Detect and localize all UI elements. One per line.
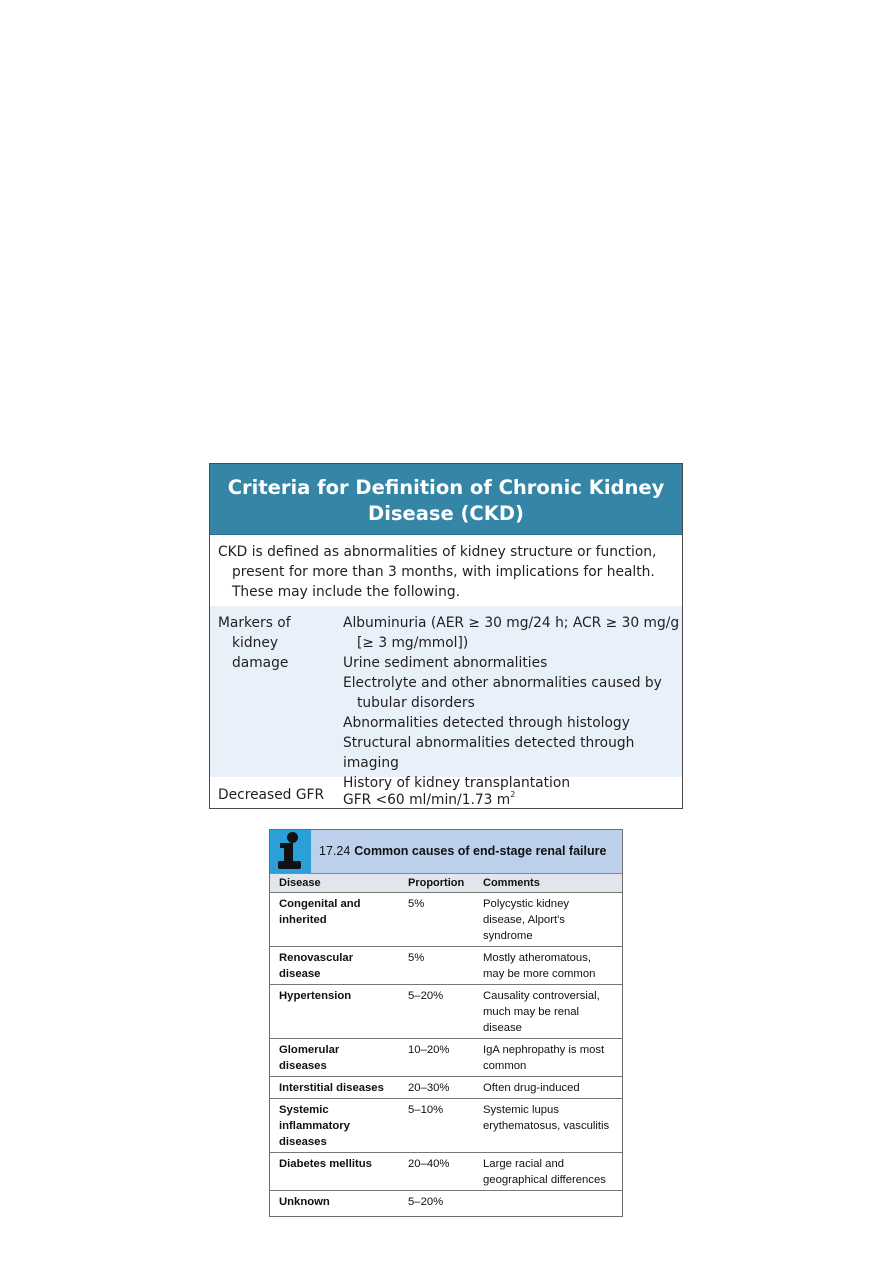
proportion-cell: [399, 1099, 474, 1153]
comments-cell-line: Polycystic kidney: [483, 898, 570, 910]
column-header-proportion: Proportion: [399, 874, 474, 893]
ckd-markers-section: [210, 606, 682, 791]
disease-cell-line: Glomerular: [279, 1044, 340, 1056]
comments-cell-line: Large racial and: [483, 1158, 565, 1170]
disease-cell: [270, 1153, 399, 1191]
comments-cell-line: Causality controversial,: [483, 990, 600, 1002]
disease-cell-line: Unknown: [279, 1196, 330, 1208]
table-row: [270, 947, 622, 985]
disease-cell-line: Interstitial diseases: [279, 1082, 384, 1094]
comments-cell-line: may be more common: [483, 968, 596, 980]
table-row: [270, 1039, 622, 1077]
gfr-superscript: 2: [510, 790, 516, 799]
ckd-intro-line-2: present for more than 3 months, with implications for health.: [232, 564, 655, 580]
proportion-cell-line: 5%: [408, 952, 425, 964]
comments-cell-line: disease: [483, 1022, 522, 1034]
comments-cell-line: erythematosus, vasculitis: [483, 1120, 610, 1132]
marker-item: Structural abnormalities detected through imaging: [343, 735, 635, 771]
disease-cell-line: Renovascular: [279, 952, 354, 964]
comments-cell-line: much may be renal: [483, 1006, 580, 1018]
disease-cell-line: diseases: [279, 1060, 327, 1072]
marker-item: Abnormalities detected through histology: [343, 715, 630, 731]
markers-label-line: kidney: [232, 635, 278, 651]
marker-item: Electrolyte and other abnormalities caused by: [343, 675, 662, 691]
disease-cell: [270, 1077, 399, 1099]
box-number: 17.24: [319, 844, 351, 858]
markers-list: [343, 613, 682, 793]
esrf-table: [270, 874, 622, 1212]
comments-cell-line: Often drug-induced: [483, 1082, 580, 1094]
proportion-cell: [399, 1039, 474, 1077]
marker-item: History of kidney transplantation: [343, 775, 571, 791]
ckd-intro-line-1: CKD is defined as abnormalities of kidney structure or function,: [218, 544, 657, 560]
marker-item: Albuminuria (AER ≥ 30 mg/24 h; ACR ≥ 30 mg/g: [343, 615, 680, 631]
esrf-title: [319, 844, 606, 858]
disease-cell: [270, 1099, 399, 1153]
proportion-cell-line: 20–30%: [408, 1082, 450, 1094]
proportion-cell-line: 20–40%: [408, 1158, 450, 1170]
disease-cell: [270, 893, 399, 947]
column-header-comments: Comments: [474, 874, 622, 893]
table-row: [270, 1191, 622, 1213]
disease-cell: [270, 1039, 399, 1077]
esrf-title-bar: [270, 830, 622, 874]
proportion-cell-line: 5–20%: [408, 990, 444, 1002]
table-header-row: [270, 874, 622, 893]
proportion-cell: [399, 1153, 474, 1191]
comments-cell: [474, 1099, 622, 1153]
comments-cell-line: IgA nephropathy is most: [483, 1044, 605, 1056]
disease-cell-line: inherited: [279, 914, 327, 926]
markers-label-line: damage: [232, 655, 289, 671]
table-row: [270, 1153, 622, 1191]
proportion-cell: [399, 893, 474, 947]
comments-cell-line: syndrome: [483, 930, 533, 942]
comments-cell: [474, 1191, 622, 1213]
disease-cell-line: diseases: [279, 1136, 327, 1148]
comments-cell-line: Mostly atheromatous,: [483, 952, 591, 964]
markers-label-line: Markers of: [218, 615, 291, 631]
disease-cell-line: Congenital and: [279, 898, 361, 910]
comments-cell-line: common: [483, 1060, 527, 1072]
proportion-cell: [399, 947, 474, 985]
column-header-disease: Disease: [270, 874, 399, 893]
esrf-causes-box: [269, 829, 623, 1217]
ckd-intro-line-3: These may include the following.: [232, 584, 460, 600]
marker-item-continued: [≥ 3 mg/mmol]): [357, 635, 469, 651]
info-icon: [270, 830, 311, 873]
disease-cell-line: Systemic: [279, 1104, 329, 1116]
proportion-cell-line: 5%: [408, 898, 425, 910]
proportion-cell: [399, 985, 474, 1039]
markers-label: [218, 613, 291, 673]
proportion-cell: [399, 1191, 474, 1213]
ckd-intro: [210, 535, 682, 606]
comments-cell-line: geographical differences: [483, 1174, 606, 1186]
table-row: [270, 893, 622, 947]
ckd-box-header: [210, 464, 682, 535]
ckd-criteria-box: [209, 463, 683, 809]
disease-cell-line: Hypertension: [279, 990, 352, 1002]
gfr-label: Decreased GFR: [218, 787, 325, 803]
comments-cell: [474, 1039, 622, 1077]
comments-cell-line: Systemic lupus: [483, 1104, 559, 1116]
comments-cell: [474, 893, 622, 947]
proportion-cell-line: 5–10%: [408, 1104, 444, 1116]
disease-cell-line: inflammatory: [279, 1120, 350, 1132]
disease-cell: [270, 985, 399, 1039]
proportion-cell: [399, 1077, 474, 1099]
comments-cell: [474, 947, 622, 985]
comments-cell: [474, 1153, 622, 1191]
marker-item-continued: tubular disorders: [357, 695, 475, 711]
comments-cell: [474, 985, 622, 1039]
proportion-cell-line: 5–20%: [408, 1196, 444, 1208]
box-title: Common causes of end-stage renal failure: [354, 844, 607, 858]
ckd-title-line-2: Disease (CKD): [368, 502, 524, 525]
proportion-cell-line: 10–20%: [408, 1044, 450, 1056]
comments-cell-line: disease, Alport's: [483, 914, 565, 926]
disease-cell: [270, 947, 399, 985]
gfr-value: [343, 785, 515, 810]
disease-cell-line: Diabetes mellitus: [279, 1158, 372, 1170]
marker-item: Urine sediment abnormalities: [343, 655, 548, 671]
table-row: [270, 985, 622, 1039]
disease-cell: [270, 1191, 399, 1213]
disease-cell-line: disease: [279, 968, 321, 980]
ckd-gfr-row: [210, 777, 682, 808]
gfr-value-text: GFR <60 ml/min/1.73 m: [343, 792, 511, 808]
ckd-title-line-1: Criteria for Definition of Chronic Kidney: [227, 476, 665, 499]
table-row: [270, 1077, 622, 1099]
table-row: [270, 1099, 622, 1153]
comments-cell: [474, 1077, 622, 1099]
esrf-table-body: [270, 893, 622, 1213]
